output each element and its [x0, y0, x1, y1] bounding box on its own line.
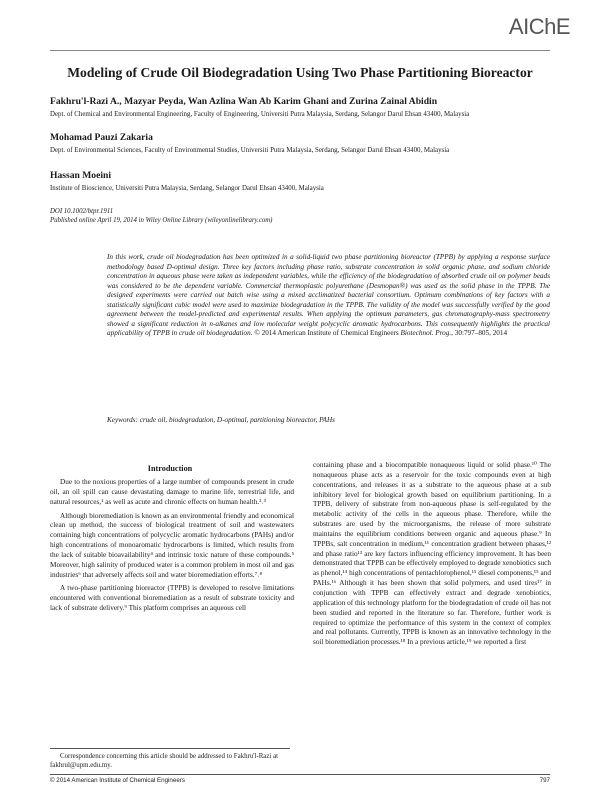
author-group-2 [50, 132, 550, 155]
abstract [107, 253, 550, 339]
author-group-1 [50, 96, 550, 119]
abstract-copyright: © 2014 American Institute of Chemical Engineers [254, 329, 399, 338]
author-affiliation: Dept. of Environmental Sciences, Faculty of Environmental Studies, Universiti Putra Malaysia, Serdang, Selangor Darul Ehsan 43400, Malaysia [50, 147, 450, 154]
author-group-3 [50, 170, 550, 193]
author-affiliation: Institute of Bioscience, Universiti Putra Malaysia, Serdang, Selangor Darul Ehsan 43400, Malaysia [50, 185, 324, 192]
doi: DOI 10.1002/btpr.1911 [50, 208, 114, 215]
paragraph: Although bioremediation is known as an environmental friendly and economical clean up method, the success of biological treatment of soil and wastewaters containing high concentrations of polycyclic aromatic hydrocarbons (PAHs) and/or high concentrations of monoaromatic hydrocarbons is limited, which results from the lack of suitable bioavailability⁴ and intrinsic toxic nature of these compounds.⁵ Moreover, high salinity of produced water is a common problem in most oil and gas industries⁶ that adversely affects soil and water bioremediation efforts.⁷˒⁸ [50, 511, 294, 579]
paragraph: Due to the noxious properties of a large number of compounds present in crude oil, an oil spill can cause devastating damage to marine life, terrestrial life, and natural resources,¹ as well as acute and chronic effects on human health.²˒³ [50, 478, 294, 506]
author-names: Mohamad Pauzi Zakaria [50, 132, 153, 143]
footer-copyright: © 2014 American Institute of Chemical Engineers [50, 777, 185, 784]
article-title: Modeling of Crude Oil Biodegradation Using Two Phase Partitioning Bioreactor [67, 65, 533, 80]
page-number: 797 [539, 777, 550, 784]
publication-date: Published online April 19, 2014 in Wiley Online Library (wileyonlinelibrary.com) [50, 216, 273, 224]
author-names: Fakhru'l-Razi A., Mazyar Peyda, Wan Azlina Wan Ab Karim Ghani and Zurina Zainal Abidin [50, 96, 438, 107]
author-names: Hassan Moeini [50, 170, 112, 181]
author-affiliation: Dept. of Chemical and Environmental Engineering, Faculty of Engineering, Universiti Putra Malaysia, Serdang, Selangor Darul Ehsan 43400, Malaysia [50, 111, 470, 118]
journal-logo: AIChE [508, 14, 570, 39]
footnote-rule [50, 748, 290, 749]
left-column [50, 478, 294, 618]
correspondence-footnote: Correspondence concerning this article should be addressed to Fakhru'l-Razi at fakhrul@upm.edu.my. [50, 753, 279, 769]
paragraph: A two-phase partitioning bioreactor (TPPB) is developed to resolve limitations encountered with conventional bioremediation as a result of substrate toxicity and lack of substrate delivery.⁹ This platform comprises an aqueous cell [50, 584, 294, 613]
footer-rule [50, 774, 550, 775]
abstract-citation: , 30:797–805, 2014 [451, 329, 508, 338]
paragraph: containing phase and a biocompatible nonaqueous liquid or solid phase.¹⁰ The nonaqueous phase acts as a reservoir for the toxic compounds even at high concentrations, and releases it as a substrate to the aqueous phase at a sub inhibitory level for biological growth based on equilibrium partitioning. In a TPPB, delivery of substrate from non-aqueous phase is self-regulated by the metabolic activity of the cells in the aqueous phase. Therefore, while the substrates are used by the microorganisms, the release of more substrate maintains the equilibrium conditions between organic and aqueous phase.⁹ In TPPBs, salt concentration in medium,¹¹ concentration gradient between phases,¹² and phase ratio¹³ are key factors influencing efficiency improvement. It has been demonstrated that TPPB can be effectively employed to degrade xenobiotics such as phenol,¹⁴ high concentrations of pentachlorophenol,¹⁵ diesel components,¹⁵ and PAHs.¹⁶ Although it has been shown that solid polymers, and used tires¹⁷ in conjunction with TPPB can effectively extract and degrade xenobiotics, application of this technology platform for the biodegradation of crude oil has not been studied and reported in the literature so far. Therefore, further work is required to optimize the performance of this system in the context of complex and real pollutants. Currently, TPPB is known as an innovative technology in the soil bioremediation processes.¹⁸ In a previous article,¹⁹ we reported a first [313, 461, 551, 647]
header-rule [50, 50, 550, 51]
article-meta [50, 208, 550, 226]
abstract-text: In this work, crude oil biodegradation has been optimized in a solid-liquid two phase partitioning bioreactor (TPPB) by applying a response surface methodology based D-optimal design. Three key factors including phase ratio, substrate concentration in solid organic phase, and sodium chloride concentration in aqueous phase were taken as independent variables, while the efficiency of the biodegradation of absorbed crude oil on polymer beads was considered to be the dependent variable. Commercial thermoplastic polyurethane (Desmopan®) was used as the solid phase in the TPPB. The designed experiments were carried out batch wise using a mixed acclimatized bacterial consortium. Optimum combinations of key factors with a statistically significant cubic model were used to maximize biodegradation in the TPPB. The validity of the model was successfully verified by the good agreement between the model-predicted and experimental results. When applying the optimum parameters, gas chromatography-mass spectrometry showed a significant reduction in n-alkanes and low molecular weight polycyclic aromatic hydrocarbons. This consequently highlights the practical applicability of TPPB in crude oil biodegradation. [107, 253, 550, 338]
abstract-journal: Biotechnol. Prog. [400, 329, 452, 338]
right-column [313, 461, 551, 652]
keywords: Keywords: crude oil, biodegradation, D-optimal, partitioning bioreactor, PAHs [107, 416, 335, 424]
section-heading: Introduction [147, 464, 193, 473]
